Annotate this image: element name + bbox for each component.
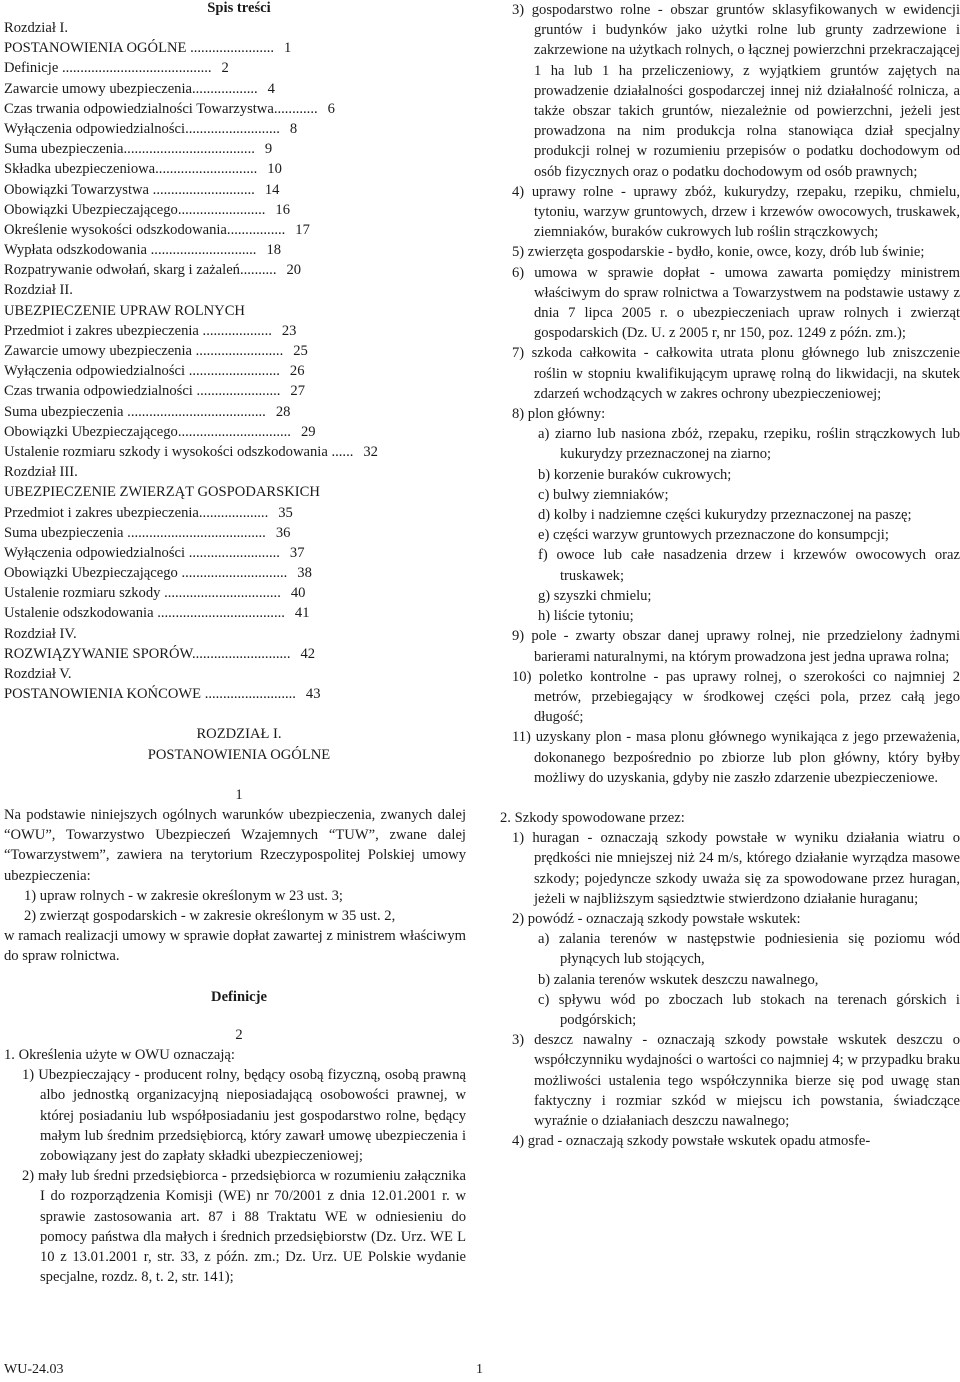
definition-5: 5) zwierzęta gospodarskie - bydło, konie, owce, kozy, drób lub świnie; [512, 244, 925, 261]
toc-entry-leader: .......................... [185, 120, 280, 137]
toc-entry-page: 16 [275, 201, 290, 218]
toc-entry [4, 99, 466, 119]
definition-2: 2) mały lub średni przedsiębiorca - przedsiębiorca w rozumieniu załącznika I do rozporządzenia Komisji (WE) nr 70/2001 z dnia 12.01.2001 r. w sprawie zastosowania art. 87 i 88 Traktatu WE w odniesieniu do pomocy państwa dla małych i średnich przedsiębiorstw (Dz. Urz. WE L 10 z 13.01.2001 r, str. 33, z późn. zm.; Dz. Urz. UE Polskie wydanie specjalne, rozdz. 8, t. 2, str. 141); [22, 1168, 466, 1286]
toc-entry [4, 341, 466, 361]
toc-list [4, 18, 466, 704]
toc-entry-text: Obowiązki Ubezpieczającego [4, 565, 178, 582]
toc-entry [4, 442, 466, 462]
damage-heavy-rain: 3) deszcz nawalny - oznaczają szkody powstałe wskutek deszczu o współczynniku wydajności o wartości co najmniej 4; w przypadku braku możliwości ustalenia tego współczynnika bierze się pod uwagę stan faktyczny i rozmiar szkód w miejscu ich powstania, świadczące wyraźnie o działaniach deszczu nawalnego; [512, 1032, 960, 1129]
toc-entry-page: 8 [289, 120, 298, 137]
toc-entry-text: Zawarcie umowy ubezpieczenia [4, 343, 192, 359]
toc-entry-leader: ...................................... [123, 403, 266, 420]
toc-entry-leader: ................................... [153, 605, 285, 622]
definition-4: 4) uprawy rolne - uprawy zbóż, kukurydzy, rzepaku, rzepiku, chmielu, tytoniu, warzyw gruntowych, drzew i krzewów owocowych, truskawek, ziemniaków, buraków cukrowych lub roślin strączkowych; [512, 183, 960, 241]
toc-entry [4, 38, 466, 58]
toc-entry-page: 14 [264, 181, 280, 198]
toc-entry-page: 1 [284, 40, 292, 57]
toc-entry-page: 25 [293, 343, 308, 359]
toc-entry [4, 200, 466, 220]
definition-9: 9) pole - zwarty obszar danej uprawy rolnej, nie przedzielony żadnymi barierami naturalnymi, na którym prowadzona jest jedna uprawa rolna; [512, 628, 960, 665]
toc-entry-page: 20 [286, 262, 302, 279]
toc-entry-leader: ......................... [185, 363, 280, 380]
right-column [500, 0, 960, 1151]
toc-entry [4, 301, 466, 321]
definition-8h: h) liście tytoniu; [538, 608, 634, 625]
toc-entry-text: Rozdział II. [4, 282, 73, 299]
damage-flood-c: c) spływu wód po zboczach lub stokach na terenach górskich i podgórskich; [538, 991, 960, 1028]
paragraph-1-text: Na podstawie niniejszych ogólnych warunków ubezpieczenia, zwanych dalej “OWU”, Towarzystwo Ubezpieczeń Wzajemnych “TUW”, zwane dalej “Towarzystwem”, zawiera na terytorium Rzeczypospolitej Polskiej umowy ubezpieczenia: [4, 806, 466, 884]
toc-entry-page: 38 [297, 565, 312, 582]
toc-entry-text: Wypłata odszkodowania [4, 242, 147, 259]
toc-entry [4, 139, 466, 159]
toc-entry-leader: ................... [198, 322, 272, 339]
toc-entry-leader: ............ [273, 100, 318, 117]
toc-entry [4, 523, 466, 543]
damage-flood-b: b) zalania terenów wskutek deszczu nawalnego, [538, 971, 819, 988]
toc-entry-leader: ........................ [192, 343, 284, 359]
toc-entry-text: Rozpatrywanie odwołań, skarg i zażaleń [4, 262, 240, 279]
toc-entry-leader: ........................ [177, 201, 266, 218]
toc-entry-leader: ................... [198, 504, 269, 521]
toc-entry [4, 402, 466, 422]
toc-entry-leader: .......... [239, 262, 277, 279]
toc-entry-page: 2 [221, 60, 229, 77]
definition-8a: a) ziarno lub nasiona zbóż, rzepaku, rzepiku, roślin strączkowych lub kukurydzy przeznaczonej na ziarno; [538, 426, 960, 463]
toc-entry-text: UBEZPIECZENIE UPRAW ROLNYCH [4, 302, 245, 319]
toc-entry-text: UBEZPIECZENIE ZWIERZĄT GOSPODARSKICH [4, 484, 320, 501]
toc-entry-page: 32 [363, 443, 378, 460]
damage-flood: 2) powódź - oznaczają szkody powstałe wskutek: [512, 910, 801, 927]
toc-entry-page: 42 [300, 645, 316, 662]
definition-8d: d) kolby i nadziemne części kukurydzy przeznaczonej na paszę; [538, 507, 912, 524]
damage-flood-a: a) zalania terenów w następstwie podniesienia się poziomu wód płynących lub stojących, [538, 931, 960, 968]
toc-entry-text: Zawarcie umowy ubezpieczenia [4, 80, 192, 97]
toc-entry [4, 644, 466, 664]
toc-entry-leader: ......................................... [58, 60, 212, 77]
definition-8c: c) bulwy ziemniaków; [538, 486, 669, 503]
definition-8e: e) części warzyw gruntowych przeznaczone do konsumpcji; [538, 527, 889, 544]
toc-title: Spis treści [207, 0, 271, 16]
toc-entry-text: POSTANOWIENIA OGÓLNE [4, 40, 187, 57]
toc-entry-text: Ustalenie rozmiaru szkody [4, 585, 161, 602]
toc-entry-leader: ......................... [185, 544, 280, 561]
toc-entry-text: Określenie wysokości odszkodowania [4, 221, 227, 238]
toc-entry-text: Wyłączenia odpowiedzialności [4, 120, 186, 137]
definition-8g: g) szyszki chmielu; [538, 587, 652, 604]
paragraph-2-intro: 1. Określenia użyte w OWU oznaczają: [4, 1047, 235, 1064]
toc-entry [4, 180, 466, 200]
section-2-intro: 2. Szkody spowodowane przez: [500, 809, 685, 826]
toc-entry-text: Wyłączenia odpowiedzialności [4, 363, 186, 380]
toc-entry-leader: ................ [226, 221, 286, 238]
toc-entry [4, 684, 466, 704]
toc-entry-leader: ...... [327, 443, 354, 460]
damage-hail: 4) grad - oznaczają szkody powstałe wskutek opadu atmosfe- [512, 1133, 871, 1150]
toc-entry-page: 4 [267, 80, 275, 97]
paragraph-1-symbol: 1 [235, 786, 243, 803]
toc-entry-text: Suma ubezpieczenia [4, 141, 124, 158]
definition-1: 1) Ubezpieczający - producent rolny, będący osobą fizyczną, osobą prawną albo jednostką organizacyjną nieposiadającą osobowości prawnej, w której posiadaniu lub współposiadaniu jest gospodarstwo rolne, będący małym lub średnim przedsiębiorcą, który zawarł umowę ubezpieczenia i zobowiązany jest do zapłaty składki ubezpieczeniowej; [22, 1067, 466, 1165]
toc-entry-page: 36 [275, 524, 291, 541]
toc-entry-leader: .................. [192, 80, 258, 97]
toc-entry-leader: ............................. [177, 565, 288, 582]
toc-entry-text: Rozdział IV. [4, 625, 77, 642]
toc-entry-leader: ........................... [191, 645, 291, 662]
toc-entry [4, 462, 466, 482]
toc-entry-leader: ............................... [177, 423, 291, 440]
toc-entry [4, 563, 466, 583]
toc-entry-text: Obowiązki Ubezpieczającego [4, 201, 178, 218]
toc-entry-text: Ustalenie rozmiaru szkody i wysokości odszkodowania [4, 443, 328, 460]
toc-entry-text: ROZWIĄZYWANIE SPORÓW [4, 645, 192, 662]
toc-entry-page: 27 [290, 383, 306, 400]
toc-entry-text: Wyłączenia odpowiedzialności [4, 544, 186, 561]
toc-entry-text: Suma ubezpieczenia [4, 524, 124, 541]
chapter-heading: ROZDZIAŁ I. [196, 726, 282, 743]
toc-entry-text: Czas trwania odpowiedzialności Towarzystwa [4, 100, 274, 117]
toc-entry-text: Definicje [4, 60, 59, 77]
toc-entry [4, 260, 466, 280]
toc-entry-text: Obowiązki Ubezpieczającego [4, 423, 178, 440]
paragraph-1-item-1: 1) upraw rolnych - w zakresie określonym w 23 ust. 3; [24, 887, 343, 904]
toc-entry-page: 23 [281, 322, 297, 339]
toc-entry-text: Przedmiot i zakres ubezpieczenia [4, 322, 199, 339]
left-column [4, 0, 466, 1287]
definition-7: 7) szkoda całkowita - całkowita utrata plonu głównego lub zniszczenie roślin w stopniu kwalifikującym uprawę rolną do likwidacji, na skutek zdarzeń wchodzących w zakres ochrony ubezpieczeniowej; [512, 345, 960, 402]
toc-entry-page: 9 [264, 141, 273, 158]
toc-entry-page: 41 [294, 605, 310, 622]
toc-entry-page: 26 [289, 363, 305, 380]
toc-entry-leader: ......................... [201, 686, 296, 703]
toc-entry-leader: ............................. [147, 242, 257, 259]
toc-entry [4, 280, 466, 300]
toc-entry-page: 28 [275, 403, 291, 420]
toc-entry [4, 58, 466, 78]
definition-8: 8) plon główny: [512, 406, 606, 423]
toc-entry-text: Rozdział I. [4, 20, 69, 36]
definition-10: 10) poletko kontrolne - pas uprawy rolnej, o szerokości co najmniej 2 metrów, przebiegający w środkowej części pola, przez całą jego długość; [512, 668, 960, 726]
toc-entry-leader: ....................... [186, 40, 275, 57]
toc-entry [4, 79, 466, 99]
paragraph-2-symbol: 2 [235, 1026, 243, 1043]
toc-entry-text: Obowiązki Towarzystwa [4, 181, 150, 198]
toc-entry-leader: ................................ [160, 585, 281, 602]
toc-entry [4, 18, 466, 38]
toc-entry [4, 220, 466, 240]
toc-entry [4, 119, 466, 139]
toc-entry [4, 159, 466, 179]
toc-entry-page: 29 [300, 423, 316, 440]
toc-entry-text: Składka ubezpieczeniowa [4, 161, 156, 178]
toc-entry-page: 35 [278, 504, 293, 521]
toc-entry [4, 664, 466, 684]
toc-entry-leader: ............................ [149, 181, 255, 198]
footer-code: WU-24.03 [4, 1362, 64, 1377]
definition-8b: b) korzenie buraków cukrowych; [538, 466, 732, 483]
toc-entry-leader: ....................... [192, 383, 281, 400]
toc-entry [4, 543, 466, 563]
toc-entry [4, 624, 466, 644]
paragraph-1-tail: w ramach realizacji umowy w sprawie dopłat zawartej z ministrem właściwym do spraw rolnictwa. [4, 928, 466, 965]
toc-entry [4, 381, 466, 401]
toc-entry-text: Ustalenie odszkodowania [4, 605, 154, 622]
definition-6: 6) umowa w sprawie dopłat - umowa zawarta pomiędzy ministrem właściwym do spraw rolnictwa a Towarzystwem na podstawie ustawy z dnia 7 lipca 2005 r. o ubezpieczeniach upraw rolnych i zwierząt gospodarskich (Dz. U. z 2005 r, nr 150, poz. 1249 z późn. zm.); [512, 264, 960, 342]
toc-entry-leader: ............................ [155, 161, 258, 178]
toc-entry [4, 321, 466, 341]
definitions-title: Definicje [211, 988, 267, 1005]
chapter-subheading: POSTANOWIENIA OGÓLNE [147, 746, 331, 763]
toc-entry [4, 422, 466, 442]
toc-entry [4, 583, 466, 603]
toc-entry [4, 240, 466, 260]
toc-entry-text: Czas trwania odpowiedzialności [4, 383, 193, 400]
toc-entry-page: 6 [327, 100, 335, 117]
damage-hurricane: 1) huragan - oznaczają szkody powstałe w wyniku działania wiatru o prędkości nie mniejszej niż 24 m/s, którego działanie wyrządza masowe szkody; pojedyncze szkody uważa się za spowodowane przez huragan, jeżeli w najbliższym sąsiedztwie stwierdzono działanie huraganu; [512, 830, 960, 907]
toc-entry-leader: ...................................... [123, 524, 266, 541]
toc-entry-page: 40 [290, 585, 306, 602]
toc-entry [4, 603, 466, 623]
definition-8f: f) owoce lub całe nasadzenia drzew i krzewów owocowych oraz truskawek; [538, 547, 960, 584]
toc-entry-text: Suma ubezpieczenia [4, 403, 124, 420]
toc-entry [4, 503, 466, 523]
toc-entry-page: 37 [289, 544, 305, 561]
toc-entry-text: POSTANOWIENIA KOŃCOWE [4, 686, 202, 703]
definition-11: 11) uzyskany plon - masa plonu głównego wynikająca z jego przeważenia, dokonanego bezpośrednio po zbiorze lub plon główny, który byłby możliwy do uzyskania, gdyby nie zaszło zdarzenie ubezpieczeniowe. [512, 729, 960, 786]
paragraph-1-item-2: 2) zwierząt gospodarskich - w zakresie określonym w 35 ust. 2, [24, 908, 396, 924]
footer-page-number: 1 [476, 1362, 483, 1377]
toc-entry-page: 10 [267, 161, 282, 178]
toc-entry [4, 361, 466, 381]
toc-entry-text: Rozdział V. [4, 666, 72, 682]
toc-entry-text: Przedmiot i zakres ubezpieczenia [4, 504, 199, 521]
definition-3: 3) gospodarstwo rolne - obszar gruntów sklasyfikowanych w ewidencji gruntów i budynków jako użytki rolne lub grunty zadrzewione i zakrzewione na użytkach rolnych, o łącznej powierzchni przekraczającej 1 ha lub 1 ha przeliczeniowy, z wyjątkiem gruntów zajętych na prowadzenie działalności gospodarczej innej niż działalność rolnicza, a także obszar takich gruntów, niezależnie od powierzchni, jeżeli jest prowadzona na nim produkcja rolna stanowiąca dział specjalny produkcji rolnej w rozumieniu przepisów o podatku dochodowym od osób fizycznych oraz o podatku dochodowym od osób prawnych; [512, 2, 960, 180]
toc-entry-page: 17 [295, 221, 310, 238]
toc-entry-text: Rozdział III. [4, 464, 78, 481]
toc-entry [4, 482, 466, 502]
toc-entry-leader: .................................... [123, 141, 255, 158]
toc-entry-page: 18 [266, 242, 282, 259]
toc-entry-page: 43 [305, 686, 321, 703]
